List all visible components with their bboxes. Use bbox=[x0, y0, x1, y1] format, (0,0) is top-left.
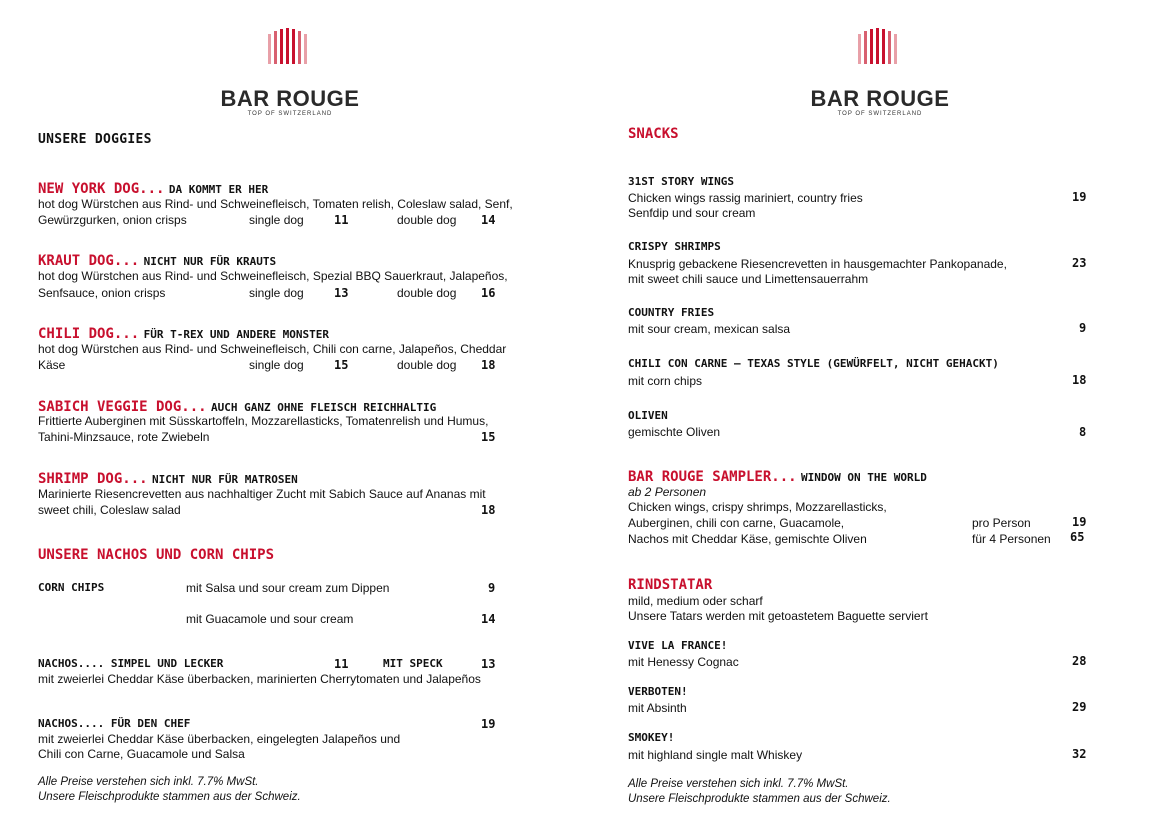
item-description: Unsere Tatars werden mit getoastetem Baguette serviert bbox=[628, 609, 928, 623]
item-tagline: FÜR T-REX UND ANDERE MONSTER bbox=[143, 328, 330, 341]
tatar-variant-description: mit highland single malt Whiskey bbox=[628, 748, 803, 762]
item-description: mit zweierlei Cheddar Käse überbacken, marinierten Cherrytomaten und Jalapeños bbox=[38, 672, 481, 686]
logo-name: BAR ROUGE bbox=[810, 86, 950, 111]
item-price: 8 bbox=[1079, 425, 1087, 439]
item-description: Käse bbox=[38, 358, 66, 372]
snack-name: 31ST STORY WINGS bbox=[628, 175, 734, 188]
double-dog-price: 16 bbox=[481, 286, 496, 300]
item-description: mit zweierlei Cheddar Käse überbacken, eingelegten Jalapeños und bbox=[38, 732, 401, 746]
tatar-variant-description: mit Absinth bbox=[628, 701, 687, 715]
item-name: SHRIMP DOG... bbox=[38, 471, 148, 487]
snack-name: COUNTRY FRIES bbox=[628, 306, 715, 319]
single-dog-price: 13 bbox=[334, 286, 349, 300]
footer-origin-note: Unsere Fleischprodukte stammen aus der Schweiz. bbox=[628, 793, 891, 805]
item-name: NEW YORK DOG... bbox=[38, 181, 165, 197]
item-price: 15 bbox=[481, 430, 496, 444]
corn-chips-price: 9 bbox=[488, 581, 496, 595]
logo-bars-icon bbox=[205, 28, 375, 88]
item-price: 18 bbox=[1072, 373, 1087, 387]
double-dog-label: double dog bbox=[397, 213, 457, 227]
item-price: 18 bbox=[481, 503, 496, 517]
item-tagline: DA KOMMT ER HER bbox=[168, 183, 269, 196]
bar-rouge-logo bbox=[205, 28, 375, 117]
logo-name: BAR ROUGE bbox=[220, 86, 360, 111]
sampler-per-person-label: pro Person bbox=[972, 516, 1031, 530]
tatar-variant-name: SMOKEY! bbox=[628, 731, 675, 744]
item-description: Knusprig gebackene Riesencrevetten in hausgemachter Pankopanade, bbox=[628, 257, 1007, 271]
item-description: Frittierte Auberginen mit Süsskartoffeln, Mozzarellasticks, Tomatenrelish und Humus, bbox=[38, 414, 489, 428]
nachos-chef-title: NACHOS.... FÜR DEN CHEF bbox=[38, 717, 191, 730]
footer-origin-note: Unsere Fleischprodukte stammen aus der Schweiz. bbox=[38, 791, 301, 803]
section-title-snacks: SNACKS bbox=[628, 126, 679, 142]
section-title-nachos: UNSERE NACHOS UND CORN CHIPS bbox=[38, 547, 275, 563]
footer-vat-note: Alle Preise verstehen sich inkl. 7.7% MwSt. bbox=[38, 776, 259, 788]
sampler-min-persons: ab 2 Personen bbox=[628, 485, 707, 499]
nachos-chef-price: 19 bbox=[481, 717, 496, 731]
item-price: 9 bbox=[1079, 321, 1087, 335]
item-name: KRAUT DOG... bbox=[38, 253, 140, 269]
item-name: CHILI DOG... bbox=[38, 326, 140, 342]
snack-name: CHILI CON CARNE – TEXAS STYLE (GEWÜRFELT, NICHT GEHACKT) bbox=[628, 357, 999, 370]
item-description: Chicken wings, crispy shrimps, Mozzarellasticks, bbox=[628, 500, 887, 514]
snack-name: OLIVEN bbox=[628, 409, 668, 422]
nachos-simple-title: NACHOS.... SIMPEL UND LECKER bbox=[38, 657, 224, 670]
item-price: 28 bbox=[1072, 654, 1087, 668]
double-dog-price: 14 bbox=[481, 213, 496, 227]
bar-rouge-logo bbox=[795, 28, 965, 117]
double-dog-label: double dog bbox=[397, 358, 457, 372]
tatar-title: RINDSTATAR bbox=[628, 577, 713, 593]
logo-tagline: TOP OF SWITZERLAND bbox=[837, 111, 923, 117]
item-description: hot dog Würstchen aus Rind- und Schweinefleisch, Chili con carne, Jalapeños, Cheddar bbox=[38, 342, 507, 356]
double-dog-price: 18 bbox=[481, 358, 496, 372]
item-price: 32 bbox=[1072, 747, 1087, 761]
tatar-variant-name: VERBOTEN! bbox=[628, 685, 688, 698]
item-description: gemischte Oliven bbox=[628, 425, 721, 439]
snack-name: CRISPY SHRIMPS bbox=[628, 240, 721, 253]
sampler-per-person-price: 19 bbox=[1072, 515, 1087, 529]
sampler-four-persons-label: für 4 Personen bbox=[972, 532, 1051, 546]
item-description: Senfsauce, onion crisps bbox=[38, 286, 166, 300]
item-price: 23 bbox=[1072, 256, 1087, 270]
item-tagline: NICHT NUR FÜR MATROSEN bbox=[152, 473, 298, 486]
footer-vat-note: Alle Preise verstehen sich inkl. 7.7% MwSt. bbox=[628, 778, 849, 790]
item-description: mit sweet chili sauce und Limettensauerrahm bbox=[628, 272, 869, 286]
item-name: BAR ROUGE SAMPLER... bbox=[628, 469, 797, 485]
single-dog-label: single dog bbox=[249, 286, 304, 300]
item-description: mild, medium oder scharf bbox=[628, 594, 763, 608]
double-dog-label: double dog bbox=[397, 286, 457, 300]
item-description: Chili con Carne, Guacamole und Salsa bbox=[38, 747, 245, 761]
item-description: Chicken wings rassig mariniert, country fries bbox=[628, 191, 863, 205]
item-name: SABICH VEGGIE DOG... bbox=[38, 399, 207, 415]
item-tagline: NICHT NUR FÜR KRAUTS bbox=[143, 255, 277, 268]
tatar-variant-description: mit Henessy Cognac bbox=[628, 655, 739, 669]
logo-bars-icon bbox=[795, 28, 965, 88]
item-price: 29 bbox=[1072, 700, 1087, 714]
nachos-speck-price: 13 bbox=[481, 657, 496, 671]
sampler-four-persons-price: 65 bbox=[1070, 530, 1085, 544]
logo-tagline: TOP OF SWITZERLAND bbox=[247, 111, 333, 117]
item-price: 19 bbox=[1072, 190, 1087, 204]
item-description: mit corn chips bbox=[628, 374, 703, 388]
single-dog-label: single dog bbox=[249, 358, 304, 372]
item-description: Tahini-Minzsauce, rote Zwiebeln bbox=[38, 430, 210, 444]
single-dog-label: single dog bbox=[249, 213, 304, 227]
corn-chips-option: mit Guacamole und sour cream bbox=[186, 612, 354, 626]
single-dog-price: 11 bbox=[334, 213, 349, 227]
item-description: Auberginen, chili con carne, Guacamole, bbox=[628, 516, 845, 530]
corn-chips-option: mit Salsa und sour cream zum Dippen bbox=[186, 581, 390, 595]
item-description: Marinierte Riesencrevetten aus nachhaltiger Zucht mit Sabich Sauce auf Ananas mit bbox=[38, 487, 486, 501]
item-description: hot dog Würstchen aus Rind- und Schweinefleisch, Spezial BBQ Sauerkraut, Jalapeños, bbox=[38, 269, 508, 283]
menu-page-right bbox=[585, 0, 1170, 825]
item-description: Senfdip und sour cream bbox=[628, 206, 756, 220]
corn-chips-label: CORN CHIPS bbox=[38, 581, 105, 594]
single-dog-price: 15 bbox=[334, 358, 349, 372]
nachos-speck-label: MIT SPECK bbox=[383, 657, 443, 670]
nachos-simple-price: 11 bbox=[334, 657, 349, 671]
item-tagline: WINDOW ON THE WORLD bbox=[801, 471, 927, 484]
item-description: hot dog Würstchen aus Rind- und Schweinefleisch, Tomaten relish, Coleslaw salad, Senf, bbox=[38, 197, 513, 211]
tatar-variant-name: VIVE LA FRANCE! bbox=[628, 639, 728, 652]
item-description: Nachos mit Cheddar Käse, gemischte Oliven bbox=[628, 532, 867, 546]
section-title-doggies: UNSERE DOGGIES bbox=[38, 132, 152, 147]
corn-chips-price: 14 bbox=[481, 612, 496, 626]
item-description: mit sour cream, mexican salsa bbox=[628, 322, 791, 336]
item-description: sweet chili, Coleslaw salad bbox=[38, 503, 181, 517]
item-description: Gewürzgurken, onion crisps bbox=[38, 213, 187, 227]
item-tagline: AUCH GANZ OHNE FLEISCH REICHHALTIG bbox=[211, 401, 437, 414]
